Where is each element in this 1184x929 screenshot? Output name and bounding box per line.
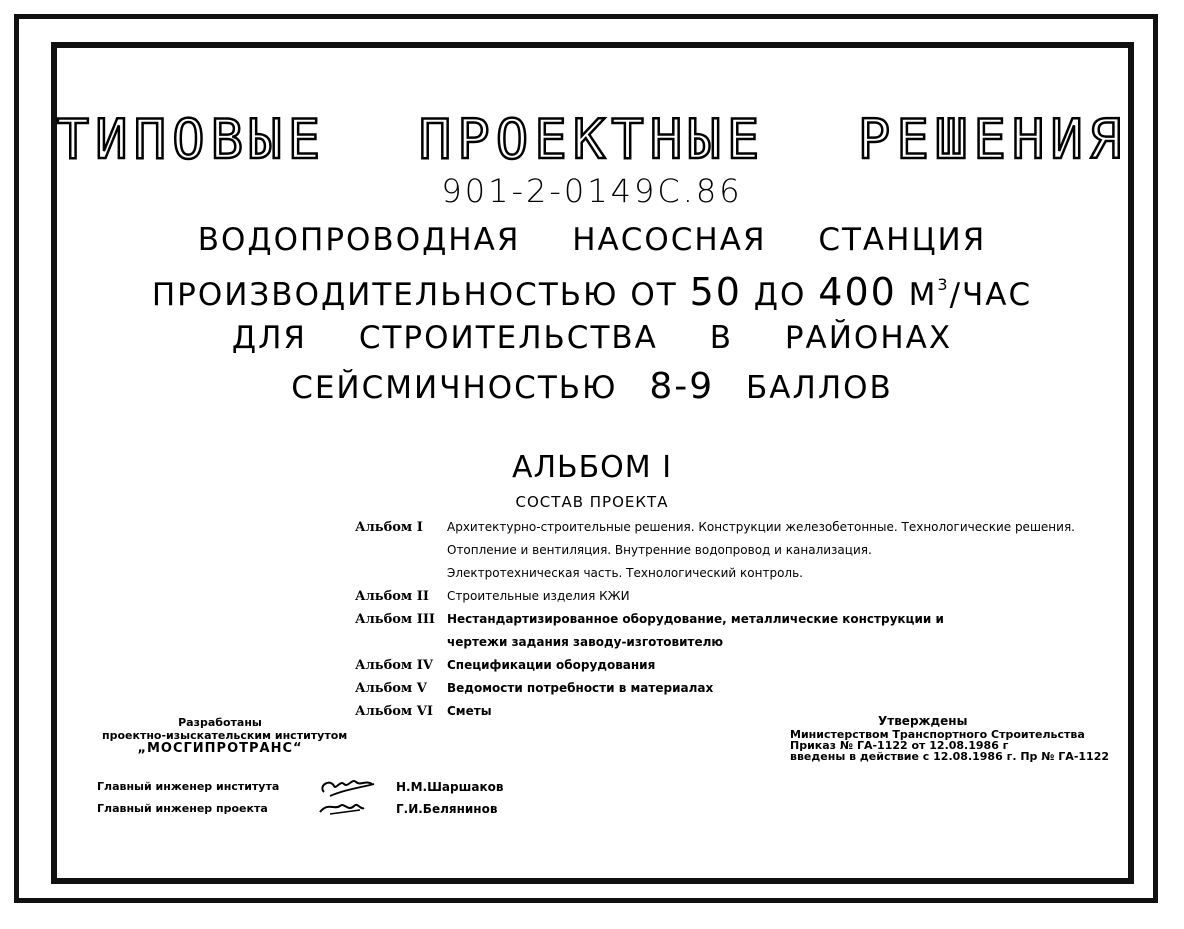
album-description: Электротехническая часть. Технологический контроль. bbox=[447, 566, 803, 580]
album-label: Альбом IV bbox=[355, 658, 433, 673]
role-project-engineer: Главный инженер проекта bbox=[97, 802, 268, 815]
list-item bbox=[355, 612, 1075, 635]
album-label: Альбом V bbox=[355, 681, 427, 696]
album-label: Альбом VI bbox=[355, 704, 433, 719]
album-description: чертежи задания заводу-изготовителю bbox=[447, 635, 724, 649]
album-description: Сметы bbox=[447, 704, 492, 718]
capacity-mid: ДО bbox=[753, 277, 807, 313]
developed-by: проектно-изыскательским институтом bbox=[102, 729, 348, 742]
album-title: АЛЬБОМ I bbox=[511, 450, 673, 485]
subtitle-line-1: ВОДОПРОВОДНАЯ НАСОСНАЯ СТАНЦИЯ bbox=[197, 222, 987, 258]
seismic-prefix: СЕЙСМИЧНОСТЬЮ bbox=[291, 370, 618, 406]
capacity-to: 400 bbox=[818, 270, 897, 314]
document-title: ТИПОВЫЕ ПРОЕКТНЫЕ РЕШЕНИЯ bbox=[56, 108, 1128, 171]
capacity-prefix: ПРОИЗВОДИТЕЛЬНОСТЬЮ ОТ bbox=[151, 277, 678, 313]
album-description: Архитектурно-строительные решения. Конструкции железобетонные. Технологические решения. bbox=[447, 520, 1075, 534]
list-item bbox=[355, 566, 1075, 589]
list-item bbox=[355, 681, 1075, 704]
approval-effective: введены в действие с 12.08.1986 г. Пр № ГА-1122 bbox=[790, 750, 1109, 763]
seismic-value: 8-9 bbox=[649, 366, 715, 407]
list-item bbox=[355, 658, 1075, 681]
handwritten-signatures bbox=[310, 772, 390, 820]
approval-block bbox=[790, 729, 1109, 762]
approval-order: Приказ № ГА-1122 от 12.08.1986 г bbox=[790, 739, 1009, 752]
list-item bbox=[355, 635, 1075, 658]
name-institute-engineer: Н.М.Шаршаков bbox=[396, 780, 504, 794]
capacity-unit-exp: 3 bbox=[937, 274, 950, 294]
document-code: 901-2-0149С.86 bbox=[441, 172, 743, 210]
album-label: Альбом III bbox=[355, 612, 435, 627]
developer-block bbox=[102, 716, 348, 756]
album-description: Ведомости потребности в материалах bbox=[447, 681, 714, 695]
capacity-unit-rest: /ЧАС bbox=[949, 277, 1033, 313]
subtitle-line-2 bbox=[0, 270, 1184, 314]
subtitle-line-3: ДЛЯ СТРОИТЕЛЬСТВА В РАЙОНАХ bbox=[231, 320, 953, 356]
subtitle-line-4 bbox=[0, 366, 1184, 407]
developed-label: Разработаны bbox=[178, 716, 262, 729]
album-label: Альбом II bbox=[355, 589, 429, 604]
album-description: Отопление и вентиляция. Внутренние водопровод и канализация. bbox=[447, 543, 872, 557]
capacity-from: 50 bbox=[689, 270, 742, 314]
album-label: Альбом I bbox=[355, 520, 423, 535]
signatory-names bbox=[396, 776, 503, 820]
album-list bbox=[355, 520, 1075, 727]
list-item bbox=[355, 543, 1075, 566]
role-institute-engineer: Главный инженер института bbox=[97, 780, 280, 793]
album-description: Спецификации оборудования bbox=[447, 658, 656, 672]
name-project-engineer: Г.И.Белянинов bbox=[396, 802, 498, 816]
album-description: Нестандартизированное оборудование, металлические конструкции и bbox=[447, 612, 944, 626]
signatory-roles bbox=[97, 776, 279, 820]
capacity-unit-m: М bbox=[908, 277, 938, 313]
album-description: Строительные изделия КЖИ bbox=[447, 589, 630, 603]
list-item bbox=[355, 589, 1075, 612]
approval-ministry: Министерством Транспортного Строительства bbox=[790, 728, 1085, 741]
seismic-suffix: БАЛЛОВ bbox=[746, 370, 893, 406]
composition-title: СОСТАВ ПРОЕКТА bbox=[515, 493, 669, 511]
institute-name: „МОСГИПРОТРАНС“ bbox=[137, 741, 303, 756]
list-item bbox=[355, 520, 1075, 543]
approved-title: Утверждены bbox=[878, 714, 968, 728]
